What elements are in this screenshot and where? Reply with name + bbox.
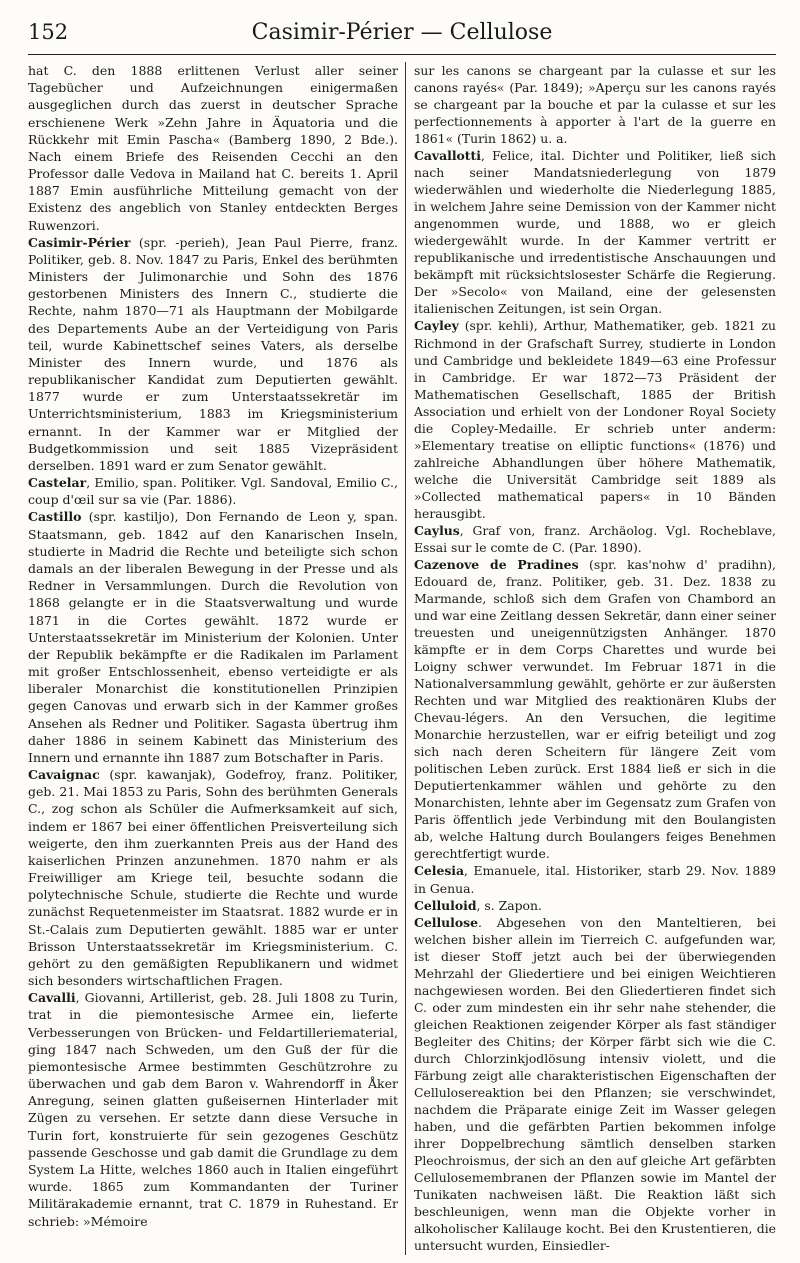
- dictionary-entry: [414, 914, 776, 1255]
- entry-headword: Cavaignac: [28, 767, 100, 783]
- dictionary-entry: [28, 989, 398, 1229]
- entry-headword: Cavalli: [28, 990, 76, 1006]
- entry-headword: Castillo: [28, 509, 82, 525]
- entry-text: (spr. kawanjak), Godefroy, franz. Politiker, geb. 21. Mai 1853 zu Paris, Sohn des berühmten Generals C., zog schon als Schüler die Aufmerksamkeit auf sich, indem er 1867 bei einer öffentlichen Preisverteilung sich weigerte, den ihm zuerkannten Preis aus der Hand des kaiserlichen Prinzen anzunehmen. 1870 nahm er als Freiwilliger am Kriege teil, besuchte sodann die polytechnische Schule, studierte die Rechte und wurde zunächst Requetenmeister im Staatsrat. 1882 wurde er in St.-Calais zum Deputierten gewählt. 1885 war er unter Brisson Unterstaatssekretär im Kriegsministerium. C. gehört zu den gemäßigten Republikanern und widmet sich besonders wirtschaftlichen Fragen.: [28, 767, 398, 989]
- dictionary-entry: [414, 147, 776, 317]
- entry-text: (spr. kehli), Arthur, Mathematiker, geb. 1821 zu Richmond in der Grafschaft Surrey, studierte in London und Cambridge und bekleidete 1849—63 eine Professur in Cambridge. Er war 1872—73 Präsident der Mathematischen Gesellschaft, 1885 der British Association und erhielt von der Londoner Royal Society die Copley-Medaille. Er schrieb unter anderm: »Elementary treatise on elliptic functions« (1876) und zahlreiche Abhandlungen über höhere Mathematik, welche die Universität Cambridge seit 1889 als »Collected mathematical papers« in 10 Bänden herausgibt.: [414, 318, 776, 521]
- entry-headword: Cavallotti: [414, 148, 481, 164]
- entry-text: , s. Zapon.: [476, 897, 542, 913]
- page-number: 152: [28, 20, 69, 44]
- dictionary-entry: [28, 766, 398, 989]
- entry-text: . Abgesehen von den Manteltieren, bei welchen bisher allein im Tierreich C. aufgefunden war, ist dieser Stoff jetzt auch bei der überwiegenden Mehrzahl der Gliedertiere und bei einigen Weichtieren nachgewiesen worden. Bei den Gliedertieren findet sich C. oder zum mindesten ein ihr sehr nahe stehender, die gleichen Reaktionen zeigender Körper als fast ständiger Begleiter des Chitins; der Körper färbt sich wie die C. durch Chlorzinkjodlösung intensiv violett, und die Färbung zeigt alle charakteristischen Eigenschaften der Cellulosereaktion bei den Pflanzen; sie verschwindet, nachdem die Präparate einige Zeit im Wasser gelegen haben, und die gefärbten Partien bekommen infolge ihrer Doppelbrechung sämtlich denselben starken Pleochroismus, der sich an den auf gleiche Art gefärbten Cellulosemembranen der Pflanzen sowie im Mantel der Tunikaten nachweisen läßt. Die Reaktion läßt sich beschleunigen, wenn man die Objekte vorher in alkoholischer Kalilauge kocht. Bei den Krustentieren, die untersucht wurden, Einsiedler-: [414, 914, 776, 1254]
- entry-text: , Emilio, span. Politiker. Vgl. Sandoval, Emilio C., coup d'œil sur sa vie (Par. 1886).: [28, 475, 398, 508]
- entry-text: , Giovanni, Artillerist, geb. 28. Juli 1808 zu Turin, trat in die piemontesische Armee ein, lieferte Verbesserungen von Brücken- und Feldartilleriematerial, ging 1847 nach Schweden, um den Guß der für die piemontesische Armee bestimmten Geschützrohre zu überwachen und gab dem Baron v. Wahrendorff in Åker Anregung, seinen glatten gußeisernen Hinterlader mit Zügen zu versehen. Er setzte dann diese Versuche in Turin fort, konstruierte für sein gezogenes Geschütz passende Geschosse und gab damit die Grundlage zu dem System La Hitte, welches 1860 auch in Italien eingeführt wurde. 1865 zum Kommandanten der Turiner Militärakademie ernannt, trat C. 1879 in Ruhestand. Er schrieb: »Mémoire: [28, 990, 398, 1229]
- entry-text: sur les canons se chargeant par la culasse et sur les canons rayés« (Par. 1849); »Aperçu sur les canons rayés se chargeant par la bouche et par la culasse et sur les perfectionnements à apporter à l'art de la guerre en 1861« (Turin 1862) u. a.: [414, 63, 776, 147]
- entry-text: (spr. -perieh), Jean Paul Pierre, franz. Politiker, geb. 8. Nov. 1847 zu Paris, Enkel des berühmten Ministers der Julimonarchie und Sohn des 1876 gestorbenen Ministers des Innern C., studierte die Rechte, nahm 1870—71 als Hauptmann der Mobilgarde des Departements Aube an der Verteidigung von Paris teil, wurde Kabinettschef seines Vaters, als derselbe Minister des Innern wurde, und 1876 als republikanischer Kandidat zum Deputierten gewählt. 1877 wurde er zum Unterstaatssekretär im Unterrichtsministerium, 1883 im Kriegsministerium ernannt. In der Kammer war er Mitglied der Budgetkommission und seit 1885 Vizepräsident derselben. 1891 ward er zum Senator gewählt.: [28, 234, 398, 473]
- entry-headword: Celluloid: [414, 897, 477, 913]
- entry-text: (spr. kastiljo), Don Fernando de Leon y, span. Staatsmann, geb. 1842 auf den Kanarischen Inseln, studierte in Madrid die Rechte und beteiligte sich schon damals an der liberalen Bewegung in der Presse und als Redner in Versammlungen. Durch die Revolution von 1868 gelangte er in die Staatsverwaltung und wurde 1871 in die Cortes gewählt. 1872 wurde er Unterstaatssekretär im Ministerium der Kolonien. Unter der Republik bekämpfte er die Radikalen im Parlament mit großer Entschlossenheit, ebenso verteidigte er als liberaler Monarchist die konstitutionellen Prinzipien gegen Canovas und erwarb sich in der Kammer großes Ansehen als Redner und Politiker. Sagasta übertrug ihm daher 1886 in seinem Kabinett das Ministerium des Innern und ernannte ihn 1887 zum Botschafter in Paris.: [28, 509, 398, 765]
- entry-text: , Felice, ital. Dichter und Politiker, ließ sich nach seiner Mandatsniederlegung von 1879 wiederwählen und wiederholte die Niederlegung 1885, in welchem Jahre seine Demission von der Kammer nicht angenommen wurde, und 1888, wo er gleich wiedergewählt wurde. In der Kammer vertritt er republikanische und irredentistische Anschauungen und bekämpft mit rücksichtslosester Schärfe die Regierung. Der »Secolo« von Mailand, eine der gelesensten italienischen Zeitungen, ist sein Organ.: [414, 148, 776, 317]
- dictionary-entry: [28, 234, 398, 474]
- column-divider: [405, 62, 406, 1255]
- dictionary-entry: [414, 62, 776, 147]
- entry-text: , Graf von, franz. Archäolog. Vgl. Rocheblave, Essai sur le comte de C. (Par. 1890).: [414, 522, 776, 555]
- entry-headword: Celesia: [414, 863, 465, 879]
- dictionary-entry: [414, 556, 776, 863]
- dictionary-entry: [414, 897, 776, 914]
- entry-headword: Casimir-Périer: [28, 234, 131, 250]
- entry-headword: Cayley: [414, 318, 459, 334]
- dictionary-entry: [28, 508, 398, 766]
- entry-text: hat C. den 1888 erlittenen Verlust aller seiner Tagebücher und Aufzeichnungen einigermaßen ausgeglichen durch das zuerst in deutscher Sprache erschienene Werk »Zehn Jahre in Äquatoria und die Rückkehr mit Emin Pascha« (Bamberg 1890, 2 Bde.). Nach einem Briefe des Reisenden Cecchi an den Professor dalle Vedova in Mailand hat C. bereits 1. April 1887 Emin ausführliche Mitteilung gemacht von der Existenz des angeblich von Stanley entdeckten Berges Ruwenzori.: [28, 63, 398, 233]
- right-column: [414, 62, 776, 1255]
- dictionary-entry: [414, 862, 776, 896]
- entry-text: , Emanuele, ital. Historiker, starb 29. Nov. 1889 in Genua.: [414, 863, 776, 896]
- dictionary-entry: [28, 474, 398, 508]
- dictionary-entry: [28, 62, 398, 234]
- dictionary-entry: [414, 522, 776, 556]
- dictionary-entry: [414, 317, 776, 521]
- entry-headword: Castelar: [28, 475, 87, 491]
- running-title: Casimir-Périer — Cellulose: [251, 20, 553, 45]
- entry-headword: Cellulose: [414, 914, 478, 930]
- page-header: [28, 14, 776, 55]
- entry-headword: Cazenove de Pradines: [414, 556, 579, 572]
- left-column: [28, 62, 398, 1255]
- entry-text: (spr. kas'nohw d' pradihn), Edouard de, franz. Politiker, geb. 31. Dez. 1838 zu Marmande, schloß sich dem Grafen von Chambord an und war eine Zeitlang dessen Sekretär, dann einer seiner treuesten und uneigennützigsten Anhänger. 1870 kämpfte er in dem Corps Charettes und wurde bei Loigny schwer verwundet. Im Februar 1871 in die Nationalversammlung gewählt, gehörte er zur äußersten Rechten und war Mitglied des reaktionären Klubs der Chevau-légers. An den Versuchen, die legitime Monarchie herzustellen, war er eifrig beteiligt und zog sich nach deren Scheitern für längere Zeit vom politischen Leben zurück. Erst 1884 ließ er sich in die Deputiertenkammer wählen und gehörte zu den Monarchisten, lehnte aber im Gegensatz zum Grafen von Paris öffentlich jede Verbindung mit den Boulangisten ab, welche Haltung durch Boulangers feiges Benehmen gerechtfertigt wurde.: [414, 556, 776, 862]
- entry-headword: Caylus: [414, 522, 460, 538]
- text-columns: [28, 62, 776, 1255]
